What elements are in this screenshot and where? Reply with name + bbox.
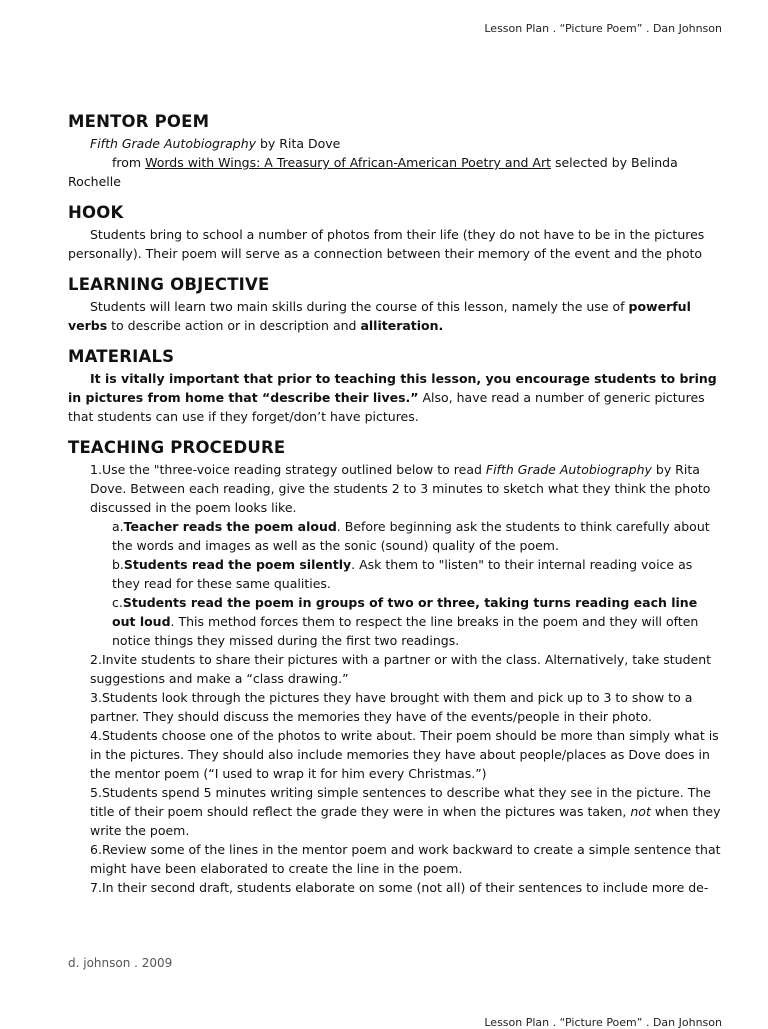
procedure-step <box>68 878 724 897</box>
book-editor: selected by Belinda Rochelle <box>68 155 678 189</box>
footer-note: d. johnson . 2009 <box>68 956 173 970</box>
reading-strategy-item <box>112 555 724 593</box>
step-number: 3. <box>90 690 102 705</box>
sub-bold: Students read the poem in groups of two or three, taking turns reading each line out loud <box>112 595 698 629</box>
step-poem-title: Fifth Grade Autobiography <box>485 462 652 477</box>
sub-text: . Ask them to "listen" to their internal reading voice as they read for these same qualities. <box>112 557 693 591</box>
running-header: Lesson Plan . “Picture Poem” . Dan Johnson <box>484 22 722 35</box>
procedure-step <box>68 840 724 878</box>
poem-title: Fifth Grade Autobiography <box>90 136 257 151</box>
procedure-step <box>68 783 724 840</box>
objective-bold-verbs: powerful verbs <box>68 299 691 333</box>
materials-bold-text: It is vitally important that prior to teaching this lesson, you encourage students to bring in pictures from home that “describe their lives.” <box>68 371 717 405</box>
procedure-list <box>68 460 724 897</box>
step-text: Students look through the pictures they have brought with them and pick up to 3 to show to a partner. They should discuss the memories they have of the events/people in their photo. <box>90 690 693 724</box>
materials-text <box>68 369 724 426</box>
sub-letter: b. <box>112 557 124 572</box>
teaching-procedure-heading: TEACHING PROCEDURE <box>68 438 286 457</box>
mentor-poem-source <box>68 153 724 191</box>
learning-objective-text <box>68 297 724 335</box>
learning-objective-heading: LEARNING OBJECTIVE <box>68 275 270 294</box>
mentor-poem-title-line <box>68 134 724 153</box>
objective-text-1: Students will learn two main skills during the course of this lesson, namely the use of <box>90 299 629 314</box>
sub-text: . Before beginning ask the students to think carefully about the words and images as well as the sonic (sound) quality of the poem. <box>112 519 710 553</box>
book-title: Words with Wings: A Treasury of African-American Poetry and Art <box>145 155 551 170</box>
procedure-step <box>68 688 724 726</box>
step-number: 1. <box>90 462 102 477</box>
reading-strategy-item <box>112 593 724 650</box>
mentor-poem-heading: MENTOR POEM <box>68 112 210 131</box>
sub-letter: a. <box>112 519 124 534</box>
sub-letter: c. <box>112 595 123 610</box>
sub-bold: Students read the poem silently <box>123 557 352 572</box>
step-number: 5. <box>90 785 102 800</box>
step-number: 7. <box>90 880 102 895</box>
step-text-end: when they write the poem. <box>90 804 721 838</box>
step-number: 6. <box>90 842 102 857</box>
materials-heading: MATERIALS <box>68 347 175 366</box>
objective-text-2: to describe action or in description and <box>107 318 361 333</box>
step-number: 2. <box>90 652 102 667</box>
objective-bold-alliteration: alliteration. <box>360 318 444 333</box>
step-italic-not: not <box>630 804 651 819</box>
reading-strategy-item <box>112 517 724 555</box>
step-text: Review some of the lines in the mentor poem and work backward to create a simple sentence that might have been elaborated to create the line in the poem. <box>90 842 721 876</box>
sub-text: . This method forces them to respect the line breaks in the poem and they will often notice things they missed during the first two readings. <box>112 614 699 648</box>
reading-strategy-list <box>90 517 724 650</box>
step-text: Students choose one of the photos to write about. Their poem should be more than simply what is in the pictures. They should also include memories they have about people/places as Dove does in the mentor poem (“I used to wrap it for him every Christmas.”) <box>90 728 719 781</box>
poem-author: by Rita Dove <box>256 136 341 151</box>
procedure-step <box>68 650 724 688</box>
hook-heading: HOOK <box>68 203 124 222</box>
running-header-next-page: Lesson Plan . “Picture Poem” . Dan Johnson <box>484 1016 722 1029</box>
step-text: Students spend 5 minutes writing simple sentences to describe what they see in the picture. The title of their poem should reflect the grade they were in when the pictures was taken, <box>90 785 711 819</box>
procedure-step <box>68 726 724 783</box>
lesson-content <box>68 110 724 897</box>
step-text-end: by Rita Dove. Between each reading, give the students 2 to 3 minutes to sketch what they think the photo discussed in the poem looks like. <box>90 462 711 515</box>
sub-bold: Teacher reads the poem aloud <box>123 519 337 534</box>
hook-text: Students bring to school a number of photos from their life (they do not have to be in the pictures personally). Their poem will serve as a connection between their memory of the event and the photo <box>68 227 705 261</box>
procedure-step <box>68 460 724 650</box>
step-text: In their second draft, students elaborate on some (not all) of their sentences to include more de- <box>101 880 709 895</box>
source-prefix: from <box>112 155 146 170</box>
materials-plain-text: Also, have read a number of generic pictures that students can use if they forget/don’t have pictures. <box>68 390 705 424</box>
step-text: Use the "three-voice reading strategy outlined below to read <box>101 462 486 477</box>
step-text: Invite students to share their pictures with a partner or with the class. Alternatively, take student suggestions and make a “class drawing.” <box>90 652 712 686</box>
step-number: 4. <box>90 728 102 743</box>
